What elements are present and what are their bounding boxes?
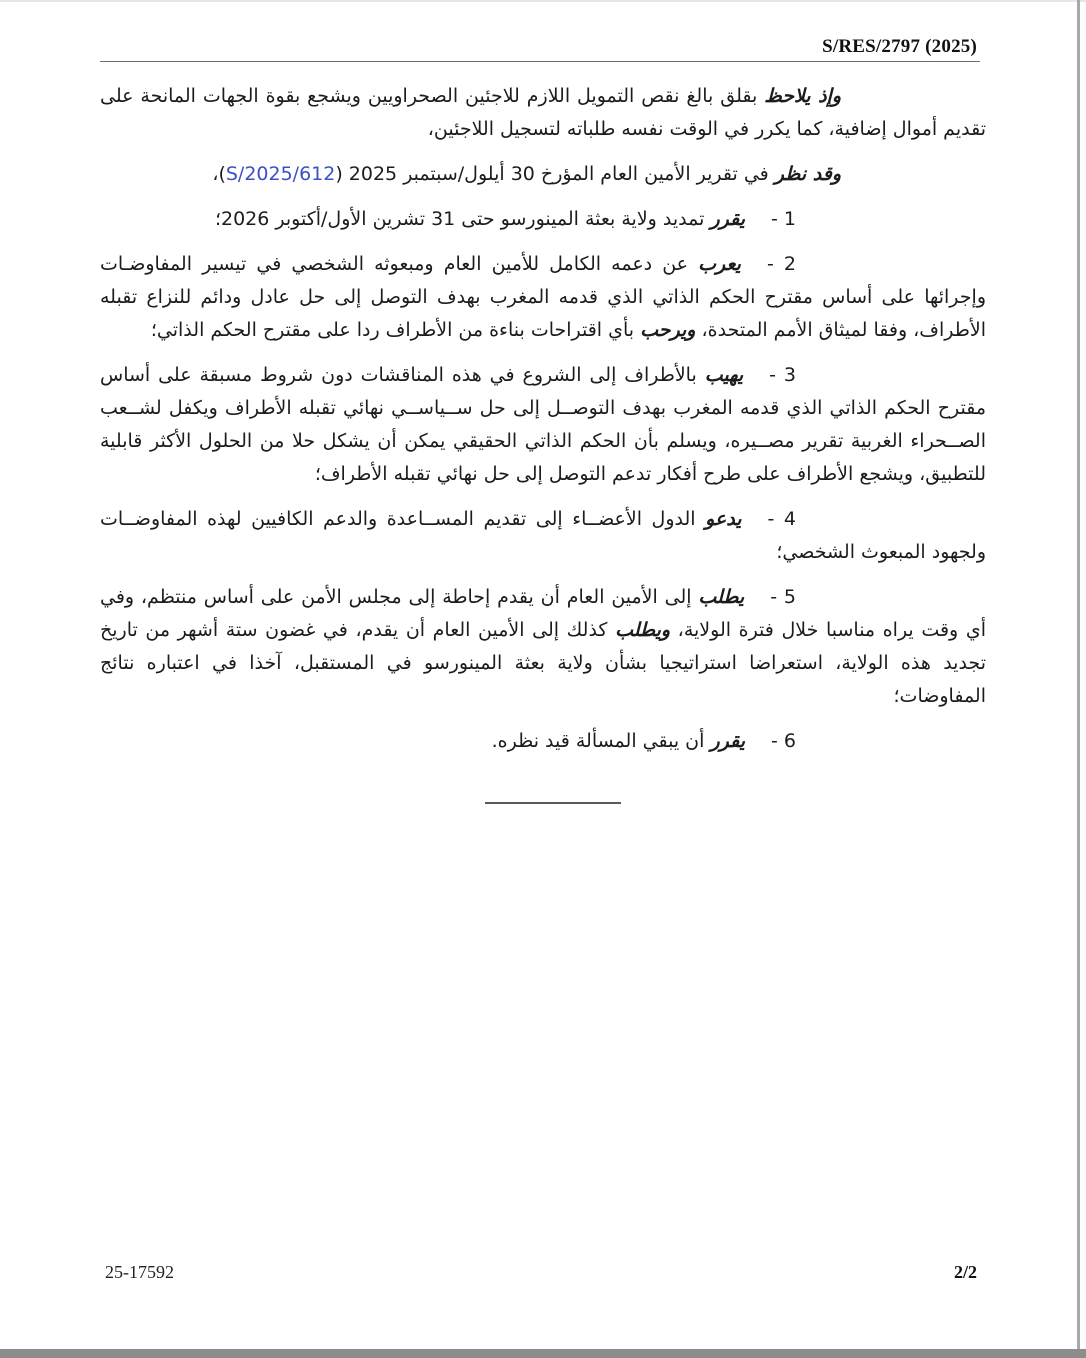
paragraph-number: 3 - [769, 364, 796, 386]
document-symbol-link[interactable]: S/2025/612 [225, 163, 336, 185]
paragraph-text: في تقرير الأمين العام المؤرخ 30 أيلول/سبتمبر 2025 ( [335, 163, 775, 185]
scan-edge-right [1077, 0, 1080, 1358]
preamble-paragraph [100, 158, 986, 191]
paragraph-text: تمديد ولاية بعثة المينورسو حتى 31 تشرين الأول/أكتوبر 2026؛ [214, 208, 711, 230]
operative-verb: ويطلب [615, 619, 671, 641]
paragraph-text: )، [212, 163, 226, 185]
operative-paragraph [100, 725, 986, 758]
operative-paragraph [100, 248, 986, 347]
operative-verb: يقرر [710, 208, 745, 230]
paragraph-number: 1 - [771, 208, 796, 230]
paragraph-text: كذلك إلى الأمين العام أن يقدم، في غضون ستة أشهر من تاريخ تجديد هذه الولاية، استعراضا استراتيجيا بشأن ولاية بعثة المينورسو في المستقبل، آخذا في اعتباره نتائج المفاوضات؛ [100, 619, 986, 707]
paragraph-text: بأي اقتراحات بناءة من الأطراف ردا على مقترح الحكم الذاتي؛ [150, 319, 641, 341]
operative-verb: يهيب [704, 364, 744, 386]
paragraph-text: بقلق بالغ نقص التمويل اللازم للاجئين الصحراويين ويشجع بقوة الجهات المانحة على تقديم أموال إضافية، كما يكرر في الوقت نفسه طلباته لتسجيل اللاجئين، [100, 85, 986, 140]
operative-paragraph [100, 503, 986, 569]
paragraph-text: الدول الأعضــاء إلى تقديم المســاعدة والدعم الكافيين لهذه المفاوضــات ولجهود المبعوث الشخصي؛ [100, 508, 986, 563]
operative-paragraph [100, 203, 986, 236]
footer-job-number: 25-17592 [105, 1262, 174, 1282]
header-rule [100, 61, 980, 62]
scan-edge-top [0, 0, 1086, 2]
paragraph-number: 6 - [771, 730, 796, 752]
operative-verb: يطلب [698, 586, 745, 608]
operative-paragraph [100, 581, 986, 713]
paragraph-number: 5 - [770, 586, 796, 608]
operative-verb: وقد نظر [774, 163, 841, 185]
paragraph-text: أن يبقي المسألة قيد نظره. [491, 730, 711, 752]
operative-paragraph [100, 359, 986, 491]
scan-edge-bottom [0, 1349, 1086, 1358]
paragraph-number: 2 - [766, 253, 796, 275]
paragraph-number: 4 - [767, 508, 796, 530]
operative-verb: يعرب [698, 253, 741, 275]
resolution-body [100, 80, 986, 804]
paragraph-text: عن دعمه الكامل للأمين العام ومبعوثه الشخصي في تيسير المفاوضـات وإجرائها على أساس مقترح الحكم الذاتي الذي قدمه المغرب بهدف التوصل إلى حل عادل ودائم للنزاع تقبله الأطراف، وفقا لميثاق الأمم المتحدة، [100, 253, 986, 341]
doc-symbol: S/RES/2797 (2025) [822, 36, 977, 57]
footer-page-number: 2/2 [953, 1262, 977, 1282]
operative-verb: يدعو [705, 508, 742, 530]
operative-verb: يقرر [710, 730, 745, 752]
paragraph-text: إلى الأمين العام أن يقدم إحاطة إلى مجلس الأمن على أساس منتظم، وفي أي وقت يراه مناسبا خلال فترة الولاية، [100, 586, 986, 641]
end-divider [485, 802, 621, 804]
preamble-paragraph [100, 80, 986, 146]
operative-verb: وإذ يلاحظ [764, 85, 842, 107]
operative-verb: ويرحب [640, 319, 696, 341]
paragraph-text: بالأطراف إلى الشروع في هذه المناقشات دون شروط مسبقة على أساس مقترح الحكم الذاتي الذي قدمه المغرب بهدف التوصــل إلى حل ســياســي نهائي تقبله الأطراف ويكفل لشــعب الصــحراء الغربية تقرير مصــيره، ويسلم بأن الحكم الذاتي الحقيقي يمكن أن يشكل حلا من الحلول الأكثر قابلية للتطبيق، ويشجع الأطراف على طرح أفكار تدعم التوصل إلى حل نهائي تقبله الأطراف؛ [100, 364, 986, 485]
